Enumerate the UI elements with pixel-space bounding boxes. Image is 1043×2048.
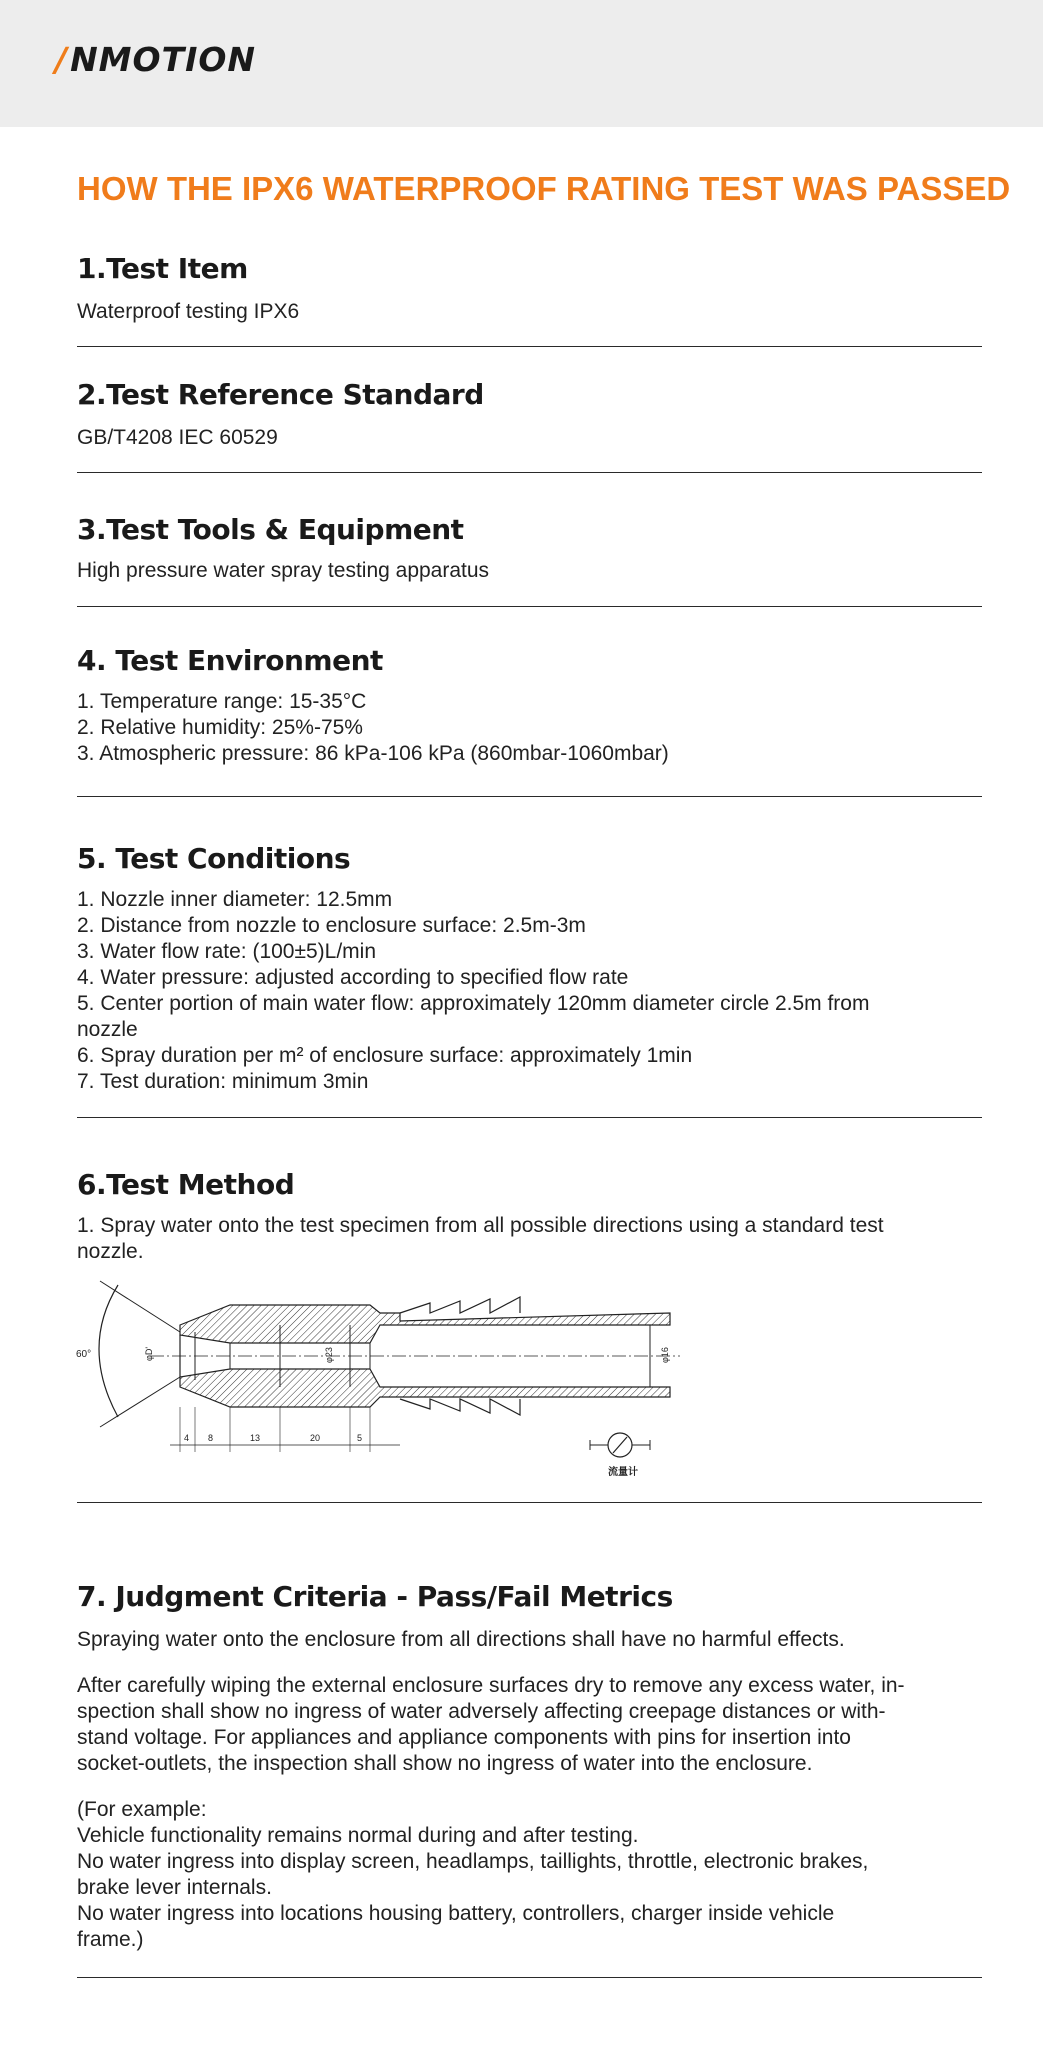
section-title: 2.Test Reference Standard bbox=[77, 378, 484, 411]
section-judgment-criteria bbox=[77, 1580, 982, 1953]
body-line: 7. Test duration: minimum 3min bbox=[77, 1070, 369, 1093]
dim-label: φ16 bbox=[660, 1347, 670, 1363]
flow-meter-label: 流量计 bbox=[608, 1467, 638, 1478]
section-body bbox=[77, 689, 982, 767]
dim-label: 5 bbox=[357, 1433, 363, 1443]
body-line: 6. Spray duration per m² of enclosure surface: approximately 1min bbox=[77, 1044, 693, 1067]
body-line: spection shall show no ingress of water adversely affecting creepage distances or with- bbox=[77, 1700, 886, 1723]
section-body bbox=[77, 425, 982, 451]
section-title: 1.Test Item bbox=[77, 252, 248, 285]
body-line: 1. Temperature range: 15-35°C bbox=[77, 690, 367, 713]
brand-name: NMOTION bbox=[70, 40, 257, 79]
section-reference-standard bbox=[77, 378, 982, 451]
dim-label: 13 bbox=[250, 1433, 261, 1443]
section-title: 5. Test Conditions bbox=[77, 842, 351, 875]
section-test-item bbox=[77, 252, 982, 325]
body-line: No water ingress into locations housing battery, controllers, charger inside vehicle bbox=[77, 1902, 835, 1925]
angle-arc bbox=[99, 1285, 118, 1417]
body-line: GB/T4208 IEC 60529 bbox=[77, 426, 278, 449]
brand-logo bbox=[55, 40, 256, 79]
section-body bbox=[77, 299, 982, 325]
body-line: 4. Water pressure: adjusted according to specified flow rate bbox=[77, 966, 629, 989]
divider bbox=[77, 1977, 982, 1978]
section-test-environment bbox=[77, 644, 982, 767]
body-line: 1. Spray water onto the test specimen from all possible directions using a standard test bbox=[77, 1214, 884, 1237]
divider bbox=[77, 472, 982, 473]
nozzle-diagram bbox=[70, 1277, 690, 1507]
body-line: Waterproof testing IPX6 bbox=[77, 300, 300, 323]
body-line: nozzle bbox=[77, 1018, 138, 1041]
dim-label: 8 bbox=[208, 1433, 214, 1443]
body-line: 3. Water flow rate: (100±5)L/min bbox=[77, 940, 377, 963]
divider bbox=[77, 606, 982, 607]
dim-label: φ23 bbox=[324, 1347, 334, 1363]
section-body bbox=[77, 887, 982, 1095]
nozzle-bottom-ridges bbox=[400, 1399, 520, 1415]
body-line: Spraying water onto the enclosure from all directions shall have no harmful effects. bbox=[77, 1628, 845, 1651]
section-body bbox=[77, 1627, 982, 1953]
body-line: 1. Nozzle inner diameter: 12.5mm bbox=[77, 888, 393, 911]
body-line: High pressure water spray testing apparatus bbox=[77, 559, 490, 582]
divider bbox=[77, 796, 982, 797]
page-title: HOW THE IPX6 WATERPROOF RATING TEST WAS PASSED bbox=[77, 170, 1011, 207]
dim-label: 4 bbox=[184, 1433, 190, 1443]
dim-label: φD' bbox=[144, 1346, 154, 1361]
logo-slash-mark: / bbox=[55, 40, 69, 79]
body-line: 3. Atmospheric pressure: 86 kPa-106 kPa (860mbar-1060mbar) bbox=[77, 742, 669, 765]
section-test-conditions bbox=[77, 842, 982, 1095]
section-title: 3.Test Tools & Equipment bbox=[77, 513, 464, 546]
body-line: (For example: bbox=[77, 1798, 207, 1821]
section-title: 4. Test Environment bbox=[77, 644, 383, 677]
divider bbox=[77, 1117, 982, 1118]
body-line: 5. Center portion of main water flow: approximately 120mm diameter circle 2.5m from bbox=[77, 992, 870, 1015]
body-line: stand voltage. For appliances and appliance components with pins for insertion into bbox=[77, 1726, 851, 1749]
section-title: 6.Test Method bbox=[77, 1168, 295, 1201]
section-title: 7. Judgment Criteria - Pass/Fail Metrics bbox=[77, 1580, 673, 1613]
body-line: frame.) bbox=[77, 1928, 144, 1951]
section-body bbox=[77, 558, 982, 584]
body-line: After carefully wiping the external enclosure surfaces dry to remove any excess water, in- bbox=[77, 1674, 905, 1697]
divider bbox=[77, 346, 982, 347]
section-tools-equipment bbox=[77, 513, 982, 584]
body-line: 2. Relative humidity: 25%-75% bbox=[77, 716, 363, 739]
body-line: Vehicle functionality remains normal during and after testing. bbox=[77, 1824, 639, 1847]
body-line: brake lever internals. bbox=[77, 1876, 272, 1899]
header-bar bbox=[0, 0, 1043, 127]
section-body bbox=[77, 1213, 982, 1265]
body-line: 2. Distance from nozzle to enclosure surface: 2.5m-3m bbox=[77, 914, 586, 937]
dim-label: 20 bbox=[310, 1433, 321, 1443]
body-line: nozzle. bbox=[77, 1240, 144, 1263]
nozzle-top-wall bbox=[180, 1305, 670, 1343]
angle-line-top bbox=[100, 1281, 180, 1332]
divider bbox=[77, 1502, 982, 1503]
body-line: No water ingress into display screen, headlamps, taillights, throttle, electronic brakes, bbox=[77, 1850, 869, 1873]
nozzle-bottom-wall bbox=[180, 1369, 670, 1407]
section-test-method bbox=[77, 1168, 982, 1265]
angle-line-bottom bbox=[100, 1377, 180, 1427]
angle-label: 60° bbox=[76, 1349, 92, 1360]
body-line: socket-outlets, the inspection shall show no ingress of water into the enclosure. bbox=[77, 1752, 813, 1775]
nozzle-top-ridges bbox=[400, 1297, 520, 1313]
